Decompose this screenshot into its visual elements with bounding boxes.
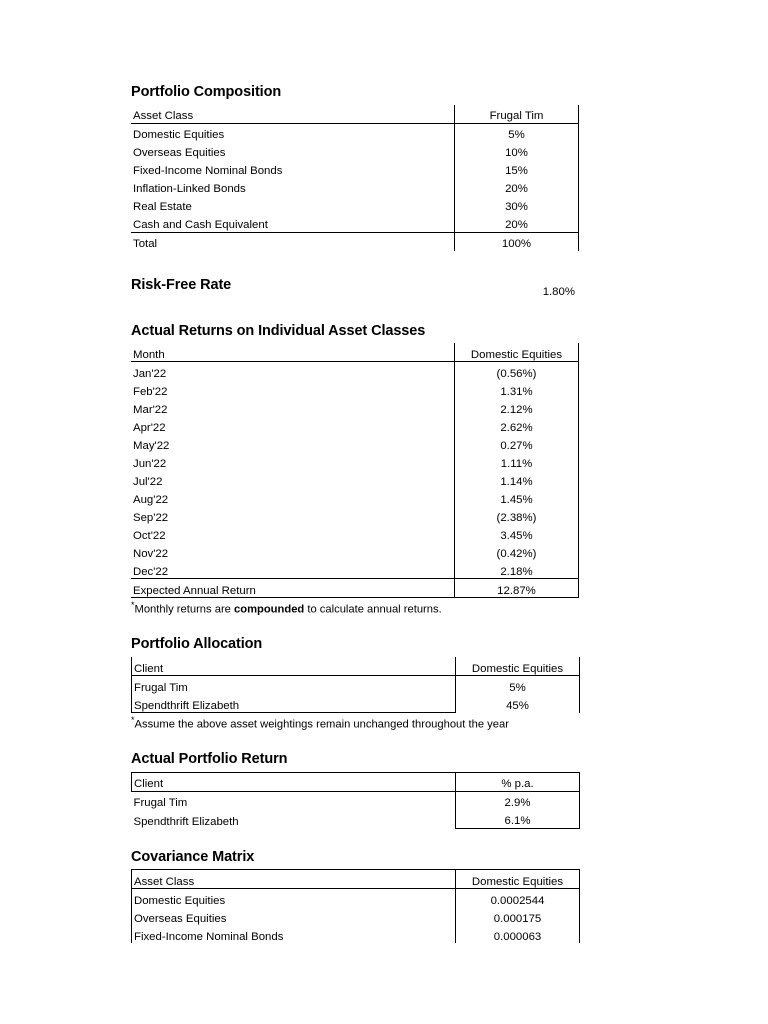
actual-portfolio-return-table [131,772,580,829]
month-cell: Dec'22 [131,560,455,579]
client-cell: Frugal Tim [132,791,456,810]
month-cell: Jun'22 [131,452,455,470]
weight-cell: 20% [455,178,579,196]
table-row [132,810,580,829]
column-header-asset-class: Asset Class [131,105,455,124]
table-row [131,123,579,142]
weight-cell: 5% [455,123,579,142]
table-total-row [131,579,579,598]
asset-class-cell: Cash and Cash Equivalent [131,214,455,233]
month-cell: Sep'22 [131,506,455,524]
month-cell: Feb'22 [131,380,455,398]
return-cell: 1.11% [455,452,579,470]
actual-returns-title: Actual Returns on Individual Asset Classes [131,322,426,339]
table-header-row [132,870,580,889]
covariance-cell: 0.000175 [456,907,580,925]
return-cell: 1.31% [455,380,579,398]
footnote-text-post: to calculate annual returns. [304,604,442,617]
footnote-asterisk: * [131,715,135,726]
table-header-row [132,657,580,676]
return-cell: 1.45% [455,488,579,506]
portfolio-allocation-table [131,657,580,713]
actual-returns-footnote [131,601,575,616]
actual-returns-table [131,343,579,598]
weight-cell: 20% [455,214,579,233]
total-value: 100% [455,232,579,251]
return-cell: 3.45% [455,524,579,542]
covariance-matrix-title: Covariance Matrix [131,848,255,865]
month-cell: Apr'22 [131,416,455,434]
footnote-text-bold: compounded [234,604,305,617]
expected-annual-return-label: Expected Annual Return [131,579,455,598]
asset-class-cell: Domestic Equities [131,123,455,142]
month-cell: May'22 [131,434,455,452]
portfolio-allocation-title: Portfolio Allocation [131,636,263,653]
return-cell: 2.62% [455,416,579,434]
asset-class-cell: Fixed-Income Nominal Bonds [132,925,456,943]
column-header-asset-class: Asset Class [132,870,456,889]
return-cell: 2.12% [455,398,579,416]
table-row [131,488,579,506]
return-cell: (0.56%) [455,362,579,381]
column-header-percent-pa: % p.a. [456,772,580,791]
covariance-cell: 0.000063 [456,925,580,943]
return-cell: 1.14% [455,470,579,488]
actual-portfolio-return-title: Actual Portfolio Return [131,751,288,768]
column-header-domestic-equities: Domestic Equities [455,343,579,362]
table-header-row [131,105,579,124]
asset-class-cell: Overseas Equities [132,907,456,925]
asset-class-cell: Domestic Equities [132,889,456,908]
return-cell: (0.42%) [455,542,579,560]
table-row [132,907,580,925]
client-cell: Spendthrift Elizabeth [132,694,456,713]
return-cell: (2.38%) [455,506,579,524]
weight-cell: 15% [455,160,579,178]
column-header-frugal-tim: Frugal Tim [455,105,579,124]
table-row [131,524,579,542]
footnote-text-pre: Monthly returns are [134,604,235,617]
asset-class-cell: Fixed-Income Nominal Bonds [131,160,455,178]
table-row [131,560,579,579]
table-row [131,214,579,233]
column-header-client: Client [132,772,456,791]
portfolio-composition-title: Portfolio Composition [131,84,282,100]
covariance-matrix-table [131,869,580,943]
table-row [131,160,579,178]
client-cell: Spendthrift Elizabeth [132,810,456,829]
table-row [131,196,579,214]
return-cell: 2.9% [456,791,580,810]
weight-cell: 10% [455,142,579,160]
month-cell: Jul'22 [131,470,455,488]
table-row [131,362,579,381]
month-cell: Aug'22 [131,488,455,506]
month-cell: Mar'22 [131,398,455,416]
covariance-cell: 0.0002544 [456,889,580,908]
column-header-month: Month [131,343,455,362]
total-label: Total [131,232,455,251]
allocation-cell: 5% [456,676,580,695]
expected-annual-return-value: 12.87% [455,579,579,598]
return-cell: 0.27% [455,434,579,452]
table-row [131,142,579,160]
risk-free-rate-title: Risk-Free Rate [131,276,232,293]
column-header-domestic-equities: Domestic Equities [456,870,580,889]
portfolio-allocation-footnote [131,716,575,731]
table-row [132,791,580,810]
table-row [131,506,579,524]
portfolio-composition-table [131,105,579,251]
weight-cell: 30% [455,196,579,214]
table-row [132,676,580,695]
risk-free-rate-value: 1.80% [542,285,575,298]
table-row [132,889,580,908]
table-row [131,434,579,452]
return-cell: 6.1% [456,810,580,829]
document-body [131,84,575,943]
asset-class-cell: Overseas Equities [131,142,455,160]
month-cell: Nov'22 [131,542,455,560]
month-cell: Oct'22 [131,524,455,542]
month-cell: Jan'22 [131,362,455,381]
column-header-client: Client [132,657,456,676]
table-row [131,470,579,488]
table-row [131,542,579,560]
footnote-text: Assume the above asset weightings remain unchanged throughout the year [134,718,509,731]
table-total-row [131,232,579,251]
table-row [131,452,579,470]
column-header-domestic-equities: Domestic Equities [456,657,580,676]
table-row [132,694,580,713]
footnote-asterisk: * [131,600,135,611]
table-row [131,416,579,434]
table-row [131,178,579,196]
asset-class-cell: Inflation-Linked Bonds [131,178,455,196]
return-cell: 2.18% [455,560,579,579]
client-cell: Frugal Tim [132,676,456,695]
table-row [131,398,579,416]
table-header-row [131,343,579,362]
asset-class-cell: Real Estate [131,196,455,214]
risk-free-rate-section [131,277,575,303]
allocation-cell: 45% [456,694,580,713]
table-row [132,925,580,943]
table-header-row [132,772,580,791]
table-row [131,380,579,398]
